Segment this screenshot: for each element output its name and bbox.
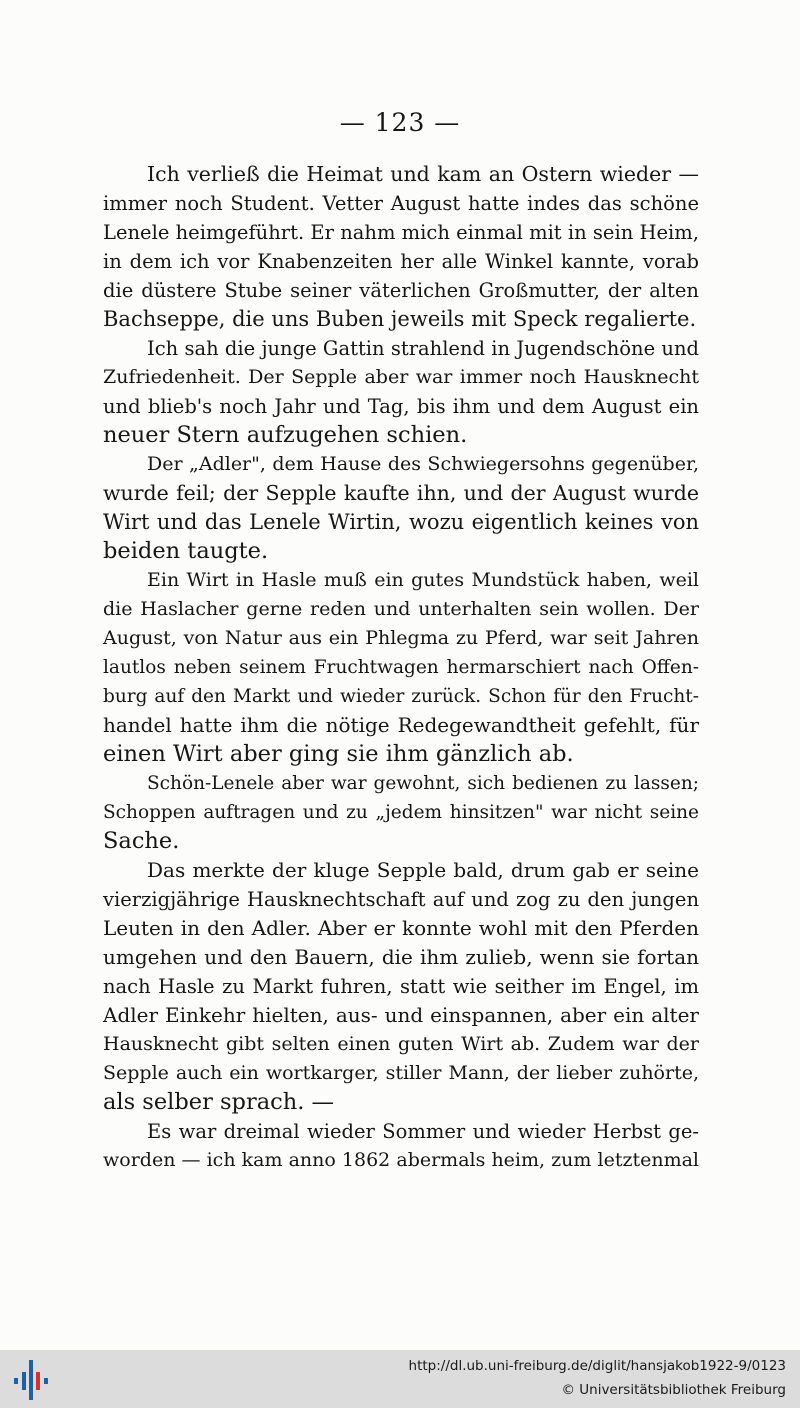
- footer-bar: [0, 1350, 800, 1408]
- text-line: in dem ich vor Knabenzeiten her alle Winkel kannte, vorab: [103, 250, 699, 273]
- permalink-url[interactable]: http://dl.ub.uni-freiburg.de/diglit/hansjakob1922-9/0123: [408, 1358, 786, 1374]
- text-line: Der „Adler", dem Hause des Schwiegersohns gegenüber,: [147, 453, 699, 475]
- text-line: Schoppen auftragen und zu „jedem hinsitzen" war nicht seine: [103, 802, 699, 823]
- text-line: Wirt und das Lenele Wirtin, wozu eigentlich keines von: [103, 510, 699, 534]
- text-line: als selber sprach. —: [103, 1089, 335, 1115]
- body-text: [103, 160, 699, 1175]
- text-line: Das merkte der kluge Sepple bald, drum gab er seine: [147, 858, 699, 882]
- text-line: Lenele heimgeführt. Er nahm mich einmal mit in sein Heim,: [103, 221, 699, 244]
- text-line: die düstere Stube seiner väterlichen Großmutter, der alten: [103, 279, 699, 302]
- text-line: die Haslacher gerne reden und unterhalten sein wollen. Der: [103, 598, 699, 620]
- text-line: Ich sah die junge Gattin strahlend in Jugendschöne und: [147, 337, 699, 360]
- text-line: vierzigjährige Hausknechtschaft auf und zog zu den jungen: [103, 888, 699, 911]
- text-line: Es war dreimal wieder Sommer und wieder Herbst ge-: [147, 1120, 699, 1143]
- text-line: und blieb's noch Jahr und Tag, bis ihm und dem August ein: [103, 395, 699, 418]
- text-line: Zufriedenheit. Der Sepple aber war immer noch Hausknecht: [103, 366, 699, 388]
- text-line: Sepple auch ein wortkarger, stiller Mann, der lieber zuhörte,: [103, 1062, 699, 1084]
- text-line: burg auf den Markt und wieder zurück. Schon für den Frucht-: [103, 686, 699, 707]
- text-line: Hausknecht gibt selten einen guten Wirt ab. Zudem war der: [103, 1033, 699, 1055]
- text-line: worden — ich kam anno 1862 abermals heim, zum letztenmal: [103, 1149, 699, 1171]
- text-line: Ich verließ die Heimat und kam an Ostern wieder —: [147, 162, 699, 186]
- text-line: einen Wirt aber ging sie ihm gänzlich ab.: [103, 741, 574, 767]
- text-line: Bachseppe, die uns Buben jeweils mit Speck regalierte.: [103, 307, 697, 331]
- page-number: — 123 —: [339, 108, 461, 137]
- copyright-credit: © Universitätsbibliothek Freiburg: [561, 1382, 786, 1398]
- text-line: immer noch Student. Vetter August hatte indes das schöne: [103, 192, 699, 215]
- text-line: beiden taugte.: [103, 538, 269, 564]
- text-line: nach Hasle zu Markt fuhren, statt wie seither im Engel, im: [103, 975, 699, 998]
- text-line: Sache.: [103, 828, 180, 854]
- text-line: neuer Stern aufzugehen schien.: [103, 422, 468, 448]
- text-line: August, von Natur aus ein Phlegma zu Pferd, war seit Jahren: [103, 627, 699, 649]
- logo-bar: [14, 1378, 18, 1384]
- text-line: wurde feil; der Sepple kaufte ihn, und der August wurde: [103, 481, 699, 505]
- text-line: Ein Wirt in Hasle muß ein gutes Mundstück haben, weil: [147, 569, 699, 591]
- library-logo-icon[interactable]: [12, 1360, 50, 1400]
- text-line: lautlos neben seinem Fruchtwagen hermarschiert nach Offen-: [103, 657, 699, 678]
- logo-bar: [36, 1372, 40, 1390]
- text-line: Adler Einkehr hielten, aus- und einspannen, aber ein alter: [103, 1003, 699, 1027]
- text-line: Leuten in den Adler. Aber er konnte wohl mit den Pferden: [103, 916, 699, 940]
- text-line: handel hatte ihm die nötige Redegewandtheit gefehlt, für: [103, 713, 699, 737]
- text-line: Schön-Lenele aber war gewohnt, sich bedienen zu lassen;: [147, 773, 699, 794]
- logo-bar: [44, 1378, 48, 1384]
- logo-bar: [29, 1360, 33, 1400]
- text-line: umgehen und den Bauern, die ihm zulieb, wenn sie fortan: [103, 945, 699, 969]
- logo-bar: [22, 1372, 26, 1390]
